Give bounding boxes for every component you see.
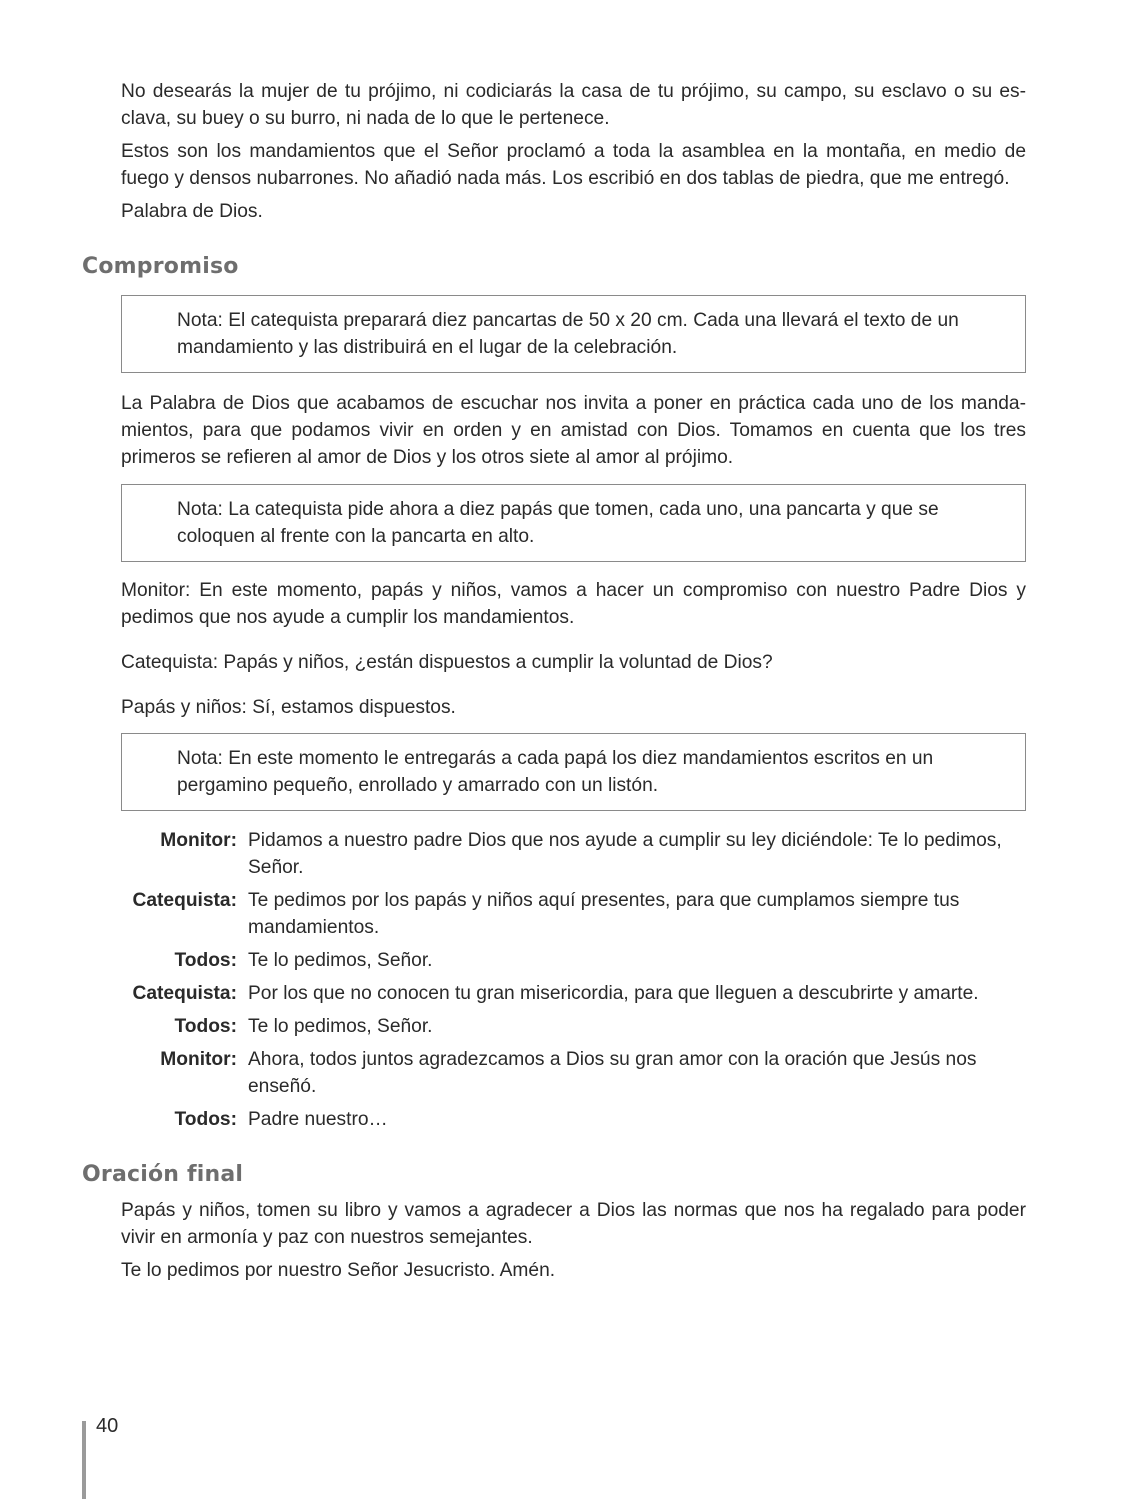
dialog-speaker: Catequista: — [132, 983, 237, 1004]
note-box-1 — [121, 295, 1026, 373]
dialog-text: Pidamos a nuestro padre Dios que nos ayude a cumplir su ley diciéndole: Te lo pedimos, Señor. — [248, 830, 1002, 878]
catequista-question: Catequista: Papás y niños, ¿están dispuestos a cumplir la voluntad de Dios? — [121, 652, 773, 673]
dialog-text: Te pedimos por los papás y niños aquí presentes, para que cumplamos siempre tus mandamientos. — [248, 890, 960, 938]
papas-answer: Papás y niños: Sí, estamos dispuestos. — [121, 697, 456, 718]
dialog-row — [121, 827, 1026, 881]
intro-paragraph-2: Estos son los mandamientos que el Señor proclamó a toda la asamblea en la montaña, en medio de fuego y densos nubarrones. No añadió nada más. Los escribió en dos tablas de piedra, que me entregó. — [121, 141, 1026, 189]
exchange-block — [121, 577, 1026, 721]
oracion-paragraph-2: Te lo pedimos por nuestro Señor Jesucristo. Amén. — [121, 1260, 556, 1281]
oracion-paragraph-1: Papás y niños, tomen su libro y vamos a agradecer a Dios las normas que nos ha regalado para poder vivir en armonía y paz con nuestros semejantes. — [121, 1200, 1026, 1248]
note-box-2 — [121, 484, 1026, 562]
dialog-speaker: Todos: — [174, 1109, 237, 1130]
compromiso-paragraph-block — [121, 390, 1026, 471]
monitor-paragraph: Monitor: En este momento, papás y niños, vamos a hacer un compromiso con nuestro Padre Dios y pedimos que nos ayude a cumplir los mandamientos. — [121, 580, 1026, 628]
dialog-row — [121, 1013, 1026, 1040]
dialog-text: Padre nuestro… — [248, 1109, 388, 1130]
intro-paragraph-1: No desearás la mujer de tu prójimo, ni codiciarás la casa de tu prójimo, su campo, su esclavo o su es-clava, su buey o su burro, ni nada de lo que le pertenece. — [121, 81, 1026, 129]
dialog-text: Por los que no conocen tu gran misericordia, para que lleguen a descubrirte y amarte. — [248, 983, 979, 1004]
section-heading-compromiso: Compromiso — [82, 254, 239, 279]
dialog-text: Ahora, todos juntos agradezcamos a Dios su gran amor con la oración que Jesús nos enseñó. — [248, 1049, 977, 1097]
compromiso-paragraph-1: La Palabra de Dios que acabamos de escuchar nos invita a poner en práctica cada uno de los manda-mientos, para que podamos vivir en orden y en amistad con Dios. Tomamos en cuenta que los tres primeros se refieren al amor de Dios y los otros siete al amor al prójimo. — [121, 393, 1026, 468]
intro-block — [121, 78, 1026, 225]
dialog-row — [121, 980, 1026, 1007]
dialog-speaker: Catequista: — [132, 890, 237, 911]
dialog-row — [121, 1106, 1026, 1133]
dialog-speaker: Todos: — [174, 1016, 237, 1037]
dialog-row — [121, 947, 1026, 974]
intro-paragraph-3: Palabra de Dios. — [121, 201, 263, 222]
note-text-2: Nota: La catequista pide ahora a diez papás que tomen, cada uno, una pancarta y que se coloquen al frente con la pancarta en alto. — [177, 499, 939, 547]
page-number: 40 — [96, 1415, 119, 1437]
dialog-row — [121, 887, 1026, 941]
note-text-3: Nota: En este momento le entregarás a cada papá los diez mandamientos escritos en un pergamino pequeño, enrollado y amarrado con un listón. — [177, 748, 934, 796]
dialog-row — [121, 1046, 1026, 1100]
oracion-block — [121, 1197, 1026, 1284]
dialog-speaker: Monitor: — [160, 1049, 237, 1070]
prayer-dialog — [121, 827, 1026, 1139]
dialog-text: Te lo pedimos, Señor. — [248, 1016, 433, 1037]
dialog-speaker: Monitor: — [160, 830, 237, 851]
dialog-speaker: Todos: — [174, 950, 237, 971]
dialog-text: Te lo pedimos, Señor. — [248, 950, 433, 971]
note-box-3 — [121, 733, 1026, 811]
section-heading-oracion-final: Oración final — [82, 1162, 244, 1187]
page-number-bar — [82, 1421, 86, 1499]
note-text-1: Nota: El catequista preparará diez pancartas de 50 x 20 cm. Cada una llevará el texto de un mandamiento y las distribuirá en el lugar de la celebración. — [177, 310, 959, 358]
